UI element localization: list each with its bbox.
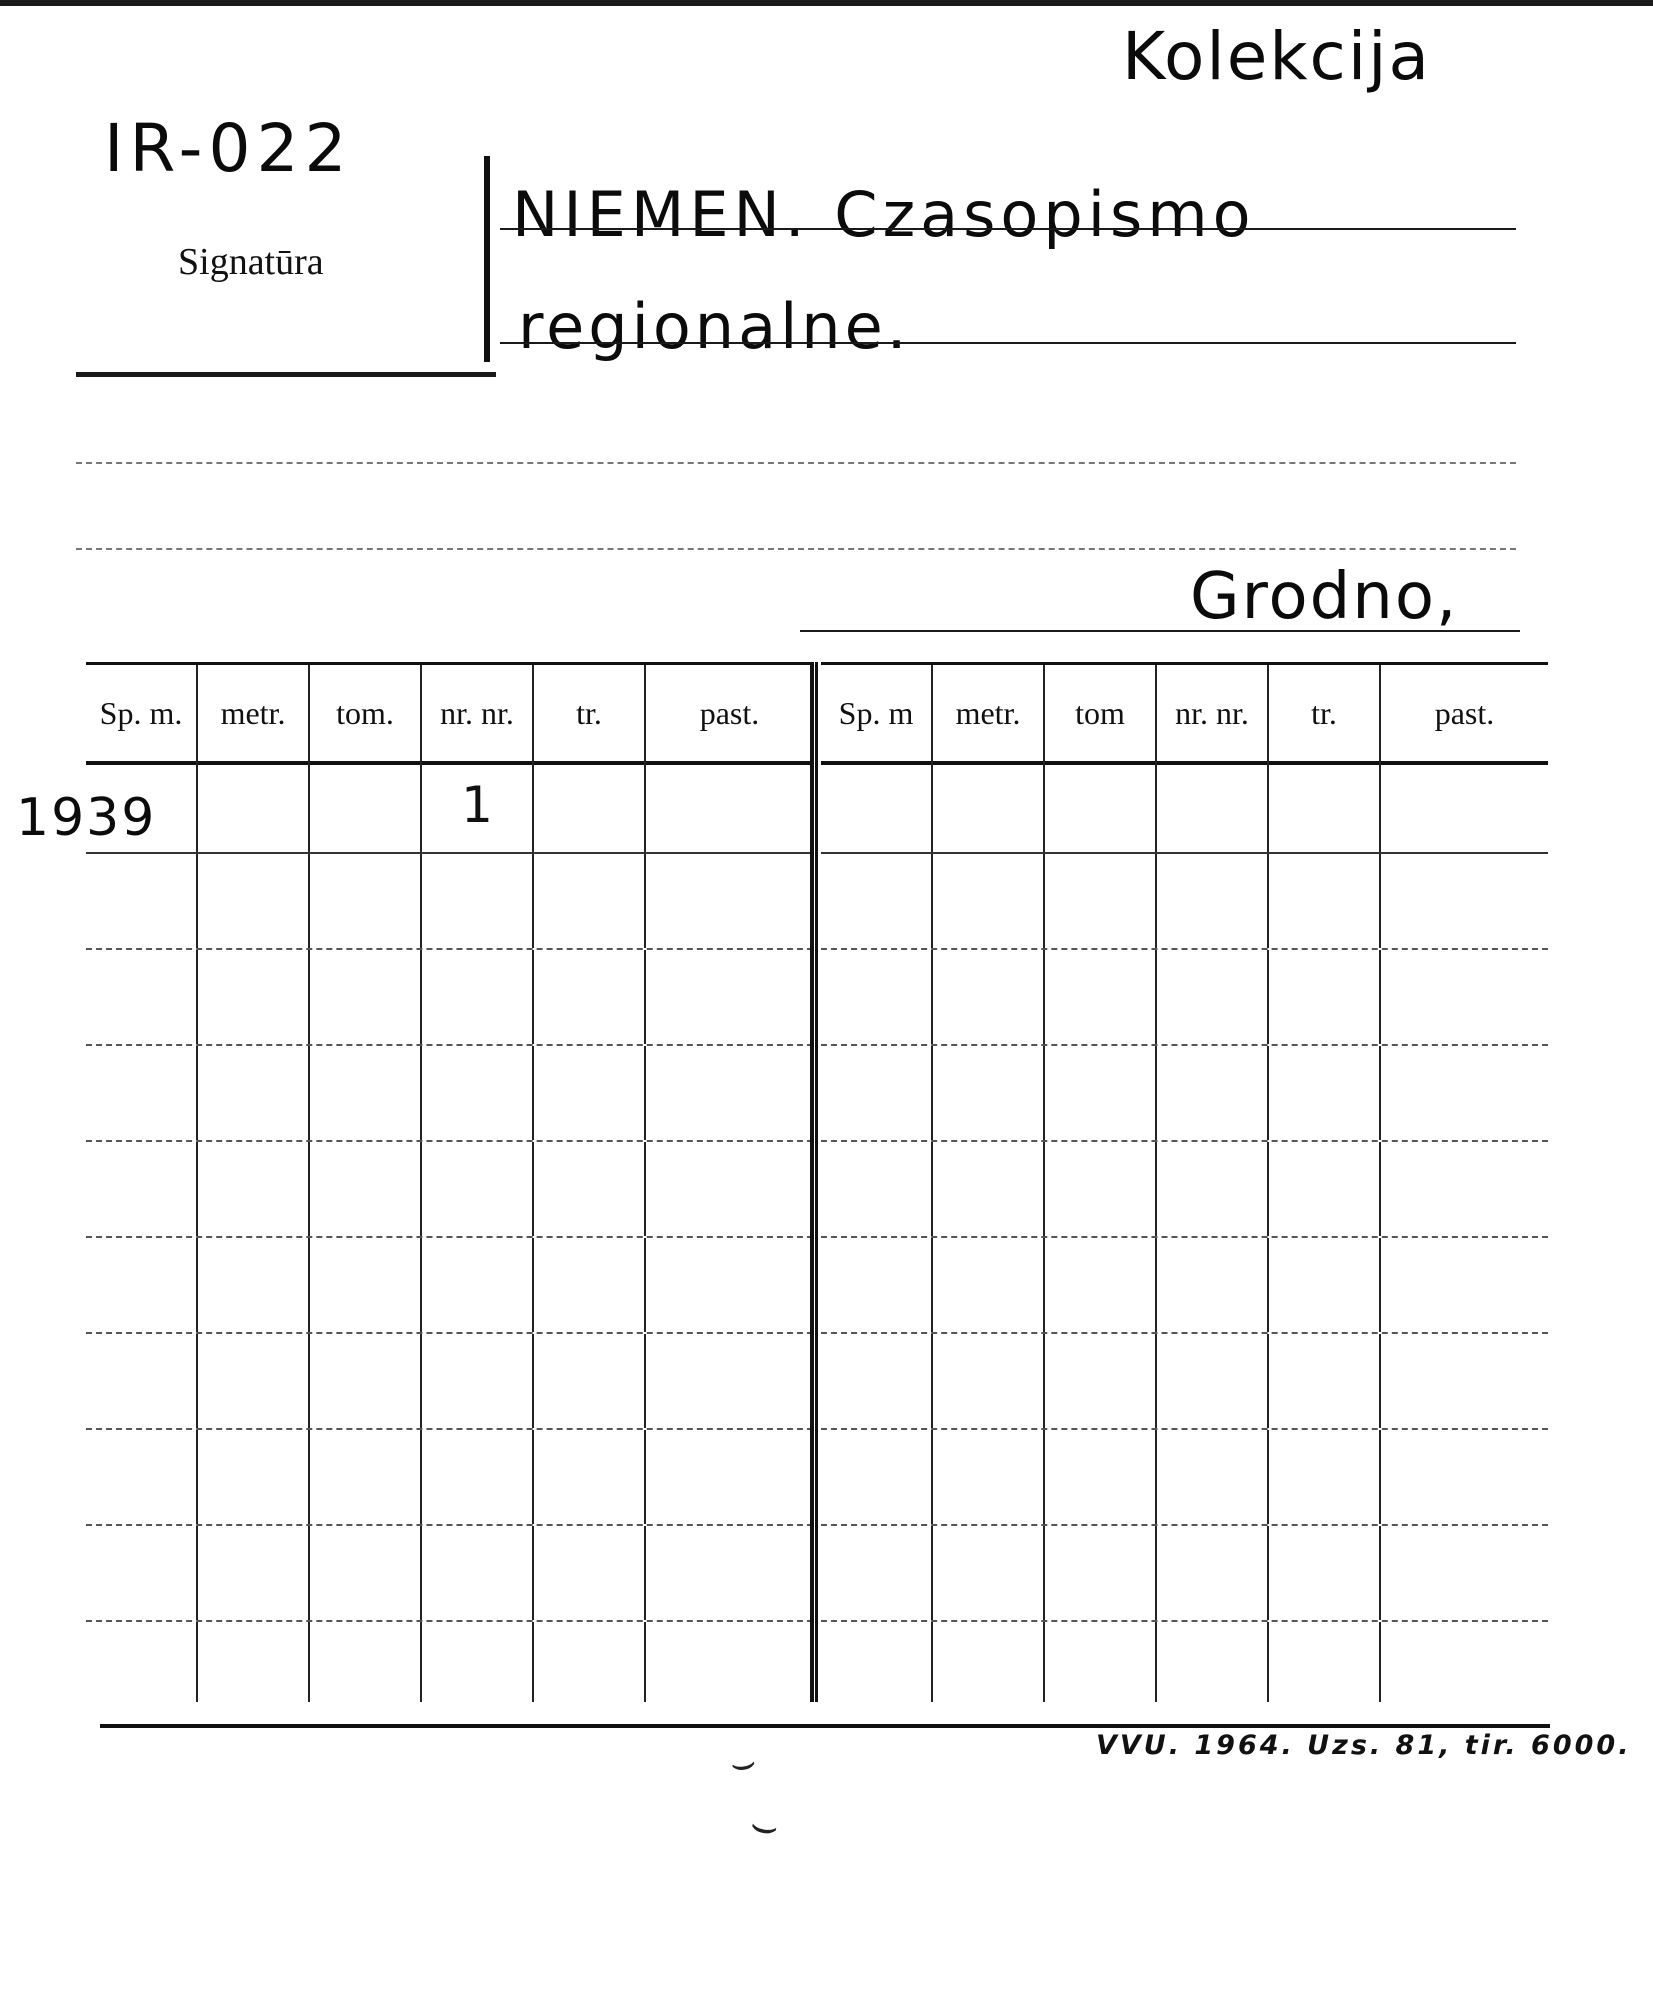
table-row: [86, 854, 813, 950]
header-tr-right: tr.: [1269, 665, 1381, 761]
header-tr: tr.: [534, 665, 646, 761]
ledger-right-rows: [821, 758, 1548, 1702]
ledger-right-header: [821, 662, 1548, 765]
table-row: [821, 854, 1548, 950]
table-row: [86, 758, 813, 854]
ledger-right-half: [821, 662, 1548, 1732]
place-of-publication: Grodno,: [1190, 560, 1459, 634]
title-line-1: NIEMEN. Czasopismo: [512, 178, 1256, 251]
header-sp-m-right: Sp. m: [821, 665, 933, 761]
header-metr: metr.: [198, 665, 310, 761]
scan-mark: ⌣: [726, 1738, 760, 1788]
table-row: [821, 950, 1548, 1046]
table-row: [86, 1622, 813, 1702]
header-nr-nr-right: nr. nr.: [1157, 665, 1269, 761]
cell-past: [646, 758, 813, 852]
place-underline: [800, 630, 1520, 632]
table-row: [821, 1430, 1548, 1526]
ledger-left-half: [86, 662, 813, 1732]
header-tom-right: tom: [1045, 665, 1157, 761]
header-tom: tom.: [310, 665, 422, 761]
entry-year: 1939: [16, 788, 157, 848]
header-past-right: past.: [1434, 694, 1495, 731]
table-row: [86, 1238, 813, 1334]
entry-issue-number: 1: [461, 776, 493, 834]
table-row: [821, 1238, 1548, 1334]
header-nr-nr: nr. nr.: [422, 665, 534, 761]
title-underline-2: [500, 342, 1516, 344]
signature-label: Signatūra: [178, 241, 324, 283]
print-note: VVU. 1964. Uzs. 81, tir. 6000.: [1096, 1730, 1632, 1761]
ledger-left-header: [86, 662, 813, 765]
header-past: past.: [699, 694, 760, 731]
table-row: [821, 1142, 1548, 1238]
card-top-edge: [0, 0, 1653, 6]
ledger-center-divider: [810, 662, 818, 1702]
table-row: [821, 1334, 1548, 1430]
title-line-2: regionalne.: [518, 290, 911, 363]
table-row: [821, 1622, 1548, 1702]
table-row: [86, 1526, 813, 1622]
header-separator: [76, 372, 496, 377]
header-sp-m: Sp. m.: [86, 665, 198, 761]
table-row: [86, 1046, 813, 1142]
table-row: [86, 950, 813, 1046]
cell-nr-nr: [422, 758, 534, 852]
cell-tr: [534, 758, 646, 852]
holdings-ledger: [86, 662, 1548, 1732]
cell-metr: [198, 758, 310, 852]
table-row: [821, 1526, 1548, 1622]
scan-mark: ⌣: [745, 1797, 784, 1854]
ledger-bottom-line: [100, 1724, 1550, 1728]
table-row: [86, 1430, 813, 1526]
blank-line-2: [76, 548, 1516, 550]
table-row: [86, 1142, 813, 1238]
collection-label: Kolekcija: [1122, 18, 1431, 95]
blank-line-1: [76, 462, 1516, 464]
cell-tom: [310, 758, 422, 852]
ledger-left-rows: [86, 758, 813, 1702]
table-row: [86, 1334, 813, 1430]
table-row: [821, 758, 1548, 854]
table-row: [821, 1046, 1548, 1142]
header-metr-right: metr.: [933, 665, 1045, 761]
title-underline-1: [500, 228, 1516, 230]
title-divider: [484, 156, 490, 362]
signature-code: IR-022: [104, 110, 353, 187]
